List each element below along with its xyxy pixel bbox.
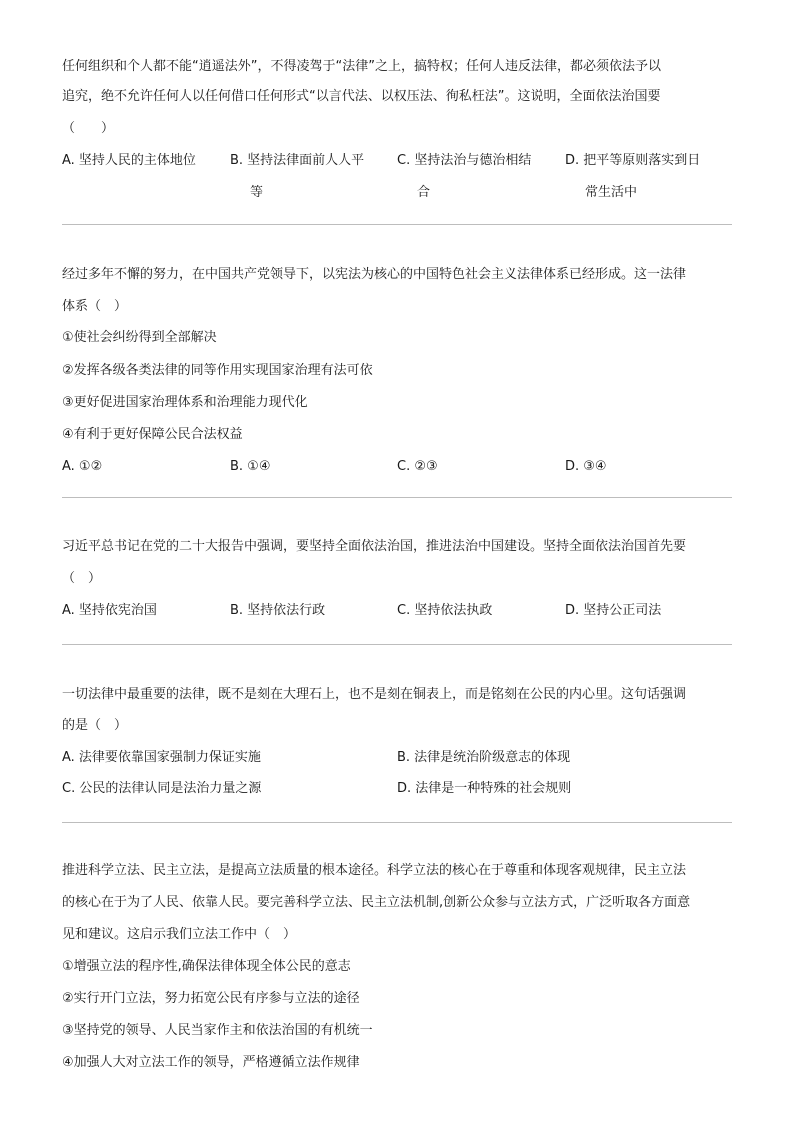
question-3-option-d[interactable]: D. 坚持公正司法: [565, 603, 662, 618]
divider: [62, 644, 732, 645]
question-2-statement-1: ①使社会纠纷得到全部解决: [62, 330, 217, 345]
question-5-statement-2: ②实行开门立法，努力拓宽公民有序参与立法的途径: [62, 991, 360, 1006]
question-4-option-a[interactable]: A. 法律要依靠国家强制力保证实施: [62, 750, 261, 765]
question-5-stem-line: 见和建议。这启示我们立法工作中（ ）: [62, 927, 297, 942]
question-3-stem-line: 习近平总书记在党的二十大报告中强调，要坚持全面依法治国，推进法治中国建设。坚持全面依法治国首先要: [62, 539, 687, 554]
question-1-option-d-cont: 常生活中: [585, 185, 638, 200]
question-2-statement-4: ④有利于更好保障公民合法权益: [62, 427, 243, 442]
question-5-stem-line: 的核心在于为了人民、依靠人民。要完善科学立法、民主立法机制,创新公众参与立法方式，广泛听取各方面意: [62, 895, 691, 910]
question-1-option-d[interactable]: D. 把平等原则落实到日: [565, 153, 701, 168]
question-2-option-d[interactable]: D. ③④: [565, 459, 607, 474]
question-5-statement-4: ④加强人大对立法工作的领导，严格遵循立法作规律: [62, 1055, 360, 1070]
question-3-option-b[interactable]: B. 坚持依法行政: [230, 603, 326, 618]
divider: [62, 224, 732, 225]
question-1-stem-line: 任何组织和个人都不能“逍遥法外”，不得凌驾于“法律”之上，搞特权；任何人违反法律，都必须依法予以: [62, 59, 661, 74]
question-2-option-a[interactable]: A. ①②: [62, 459, 103, 474]
question-4-option-c[interactable]: C. 公民的法律认同是法治力量之源: [62, 781, 262, 796]
divider: [62, 822, 732, 823]
question-2-statement-3: ③更好促进国家治理体系和治理能力现代化: [62, 395, 308, 410]
question-3-blank: （ ）: [62, 571, 102, 586]
question-4-stem-line: 一切法律中最重要的法律，既不是刻在大理石上，也不是刻在铜表上，而是铭刻在公民的内心里。这句话强调: [62, 687, 687, 702]
question-5-statement-3: ③坚持党的领导、人民当家作主和依法治国的有机统一: [62, 1023, 373, 1038]
question-3-option-c[interactable]: C. 坚持依法执政: [397, 603, 493, 618]
question-2-stem-line: 经过多年不懈的努力，在中国共产党领导下，以宪法为核心的中国特色社会主义法律体系已经形成。这一法律: [62, 267, 687, 282]
question-1-option-b[interactable]: B. 坚持法律面前人人平: [230, 153, 365, 168]
question-5-stem-line: 推进科学立法、民主立法，是提高立法质量的根本途径。科学立法的核心在于尊重和体现客观规律，民主立法: [62, 863, 687, 878]
question-1-option-c-cont: 合: [417, 185, 431, 200]
question-2-option-b[interactable]: B. ①④: [230, 459, 271, 474]
divider: [62, 497, 732, 498]
question-2-statement-2: ②发挥各级各类法律的同等作用实现国家治理有法可依: [62, 363, 373, 378]
question-4-option-d[interactable]: D. 法律是一种特殊的社会规则: [397, 781, 572, 796]
question-5-statement-1: ①增强立法的程序性,确保法律体现全体公民的意志: [62, 959, 351, 974]
question-1-blank: （ ）: [62, 121, 115, 136]
question-1-option-b-cont: 等: [250, 185, 264, 200]
question-2-option-c[interactable]: C. ②③: [397, 459, 438, 474]
question-3-option-a[interactable]: A. 坚持依宪治国: [62, 603, 157, 618]
question-1-option-a[interactable]: A. 坚持人民的主体地位: [62, 153, 196, 168]
question-4-stem-line: 的是（ ）: [62, 718, 128, 733]
question-4-option-b[interactable]: B. 法律是统治阶级意志的体现: [397, 750, 571, 765]
question-1-stem-line: 追究，绝不允许任何人以任何借口任何形式“以言代法、以权压法、徇私枉法”。这说明，全面依法治国要: [62, 89, 661, 104]
question-1-option-c[interactable]: C. 坚持法治与德治相结: [397, 153, 532, 168]
question-2-stem-line: 体系（ ）: [62, 299, 128, 314]
